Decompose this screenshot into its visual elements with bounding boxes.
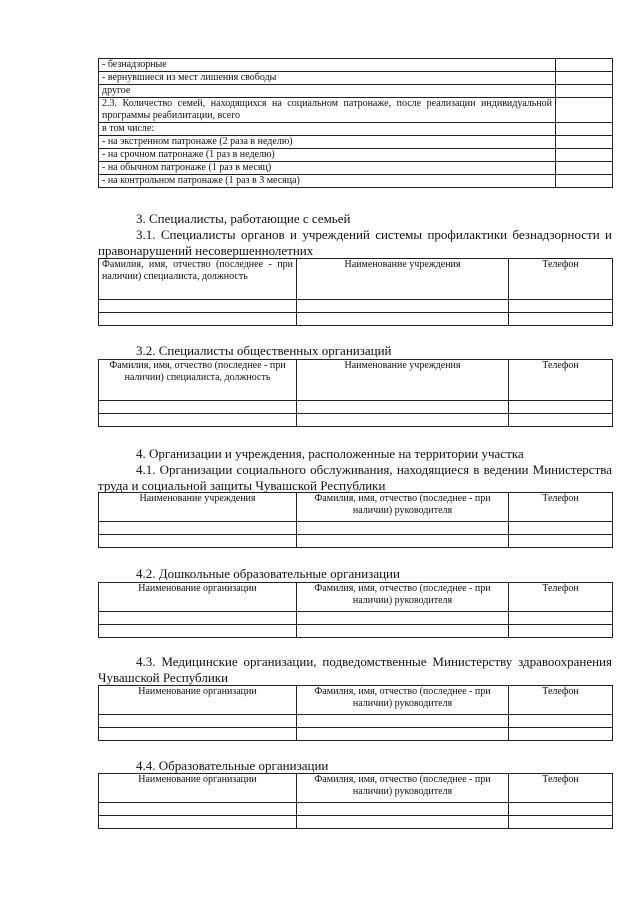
table-header-row [99, 259, 613, 300]
table-header-row [99, 360, 613, 401]
row-label: - вернувшиеся из мест лишения свободы [99, 72, 556, 85]
table-row [99, 85, 613, 98]
section-3-1-title: 3.1. Специалисты органов и учреждений системы профилактики безнадзорности и правонарушений несовершеннолетних [98, 227, 612, 258]
row-label: - на обычном патронаже (1 раз в месяц) [99, 162, 556, 175]
row-label: - на контрольном патронаже (1 раз в 3 месяца) [99, 175, 556, 188]
table-row [99, 522, 613, 535]
table-row [99, 625, 613, 638]
row-label: - на экстренном патронаже (2 раза в неделю) [99, 136, 556, 149]
table-row [99, 149, 613, 162]
value-cell[interactable] [556, 85, 613, 98]
header-specialist-fio: Фамилия, имя, отчество (последнее - при наличии) специалиста, должность [99, 360, 297, 401]
header-phone: Телефон [509, 686, 613, 715]
table-row [99, 803, 613, 816]
value-cell[interactable] [556, 59, 613, 72]
table-row [99, 98, 613, 123]
table-row [99, 715, 613, 728]
value-cell[interactable] [556, 162, 613, 175]
table-row [99, 59, 613, 72]
value-cell[interactable] [556, 98, 613, 123]
educational-orgs-table [98, 773, 613, 829]
table-row [99, 728, 613, 741]
table-header-row [99, 686, 613, 715]
header-organization-name: Наименование организации [99, 774, 297, 803]
row-label: - безнадзорные [99, 59, 556, 72]
table-row [99, 123, 613, 136]
header-specialist-fio: Фамилия, имя, отчество (последнее - при наличии) специалиста, должность [99, 259, 297, 300]
table-row [99, 313, 613, 326]
specialists-public-orgs-table [98, 359, 613, 427]
value-cell[interactable] [556, 149, 613, 162]
family-stats-table [98, 58, 613, 188]
header-head-fio: Фамилия, имя, отчество (последнее - при наличии) руководителя [297, 774, 509, 803]
table-row [99, 72, 613, 85]
table-row [99, 300, 613, 313]
social-service-orgs-table [98, 492, 613, 548]
row-label: 2.3. Количество семей, находящихся на социальном патронаже, после реализации индивидуальной программы реабилитации, всего [99, 98, 556, 123]
table-row [99, 136, 613, 149]
header-phone: Телефон [509, 774, 613, 803]
section-3-title: 3. Специалисты, работающие с семьей [136, 211, 351, 226]
table-row [99, 612, 613, 625]
row-label: - на срочном патронаже (1 раз в неделю) [99, 149, 556, 162]
section-3-2-title: 3.2. Специалисты общественных организаций [136, 343, 392, 358]
table-row [99, 816, 613, 829]
header-institution-name: Наименование учреждения [297, 360, 509, 401]
header-head-fio: Фамилия, имя, отчество (последнее - при наличии) руководителя [297, 493, 509, 522]
value-cell[interactable] [556, 175, 613, 188]
section-4-title: 4. Организации и учреждения, расположенные на территории участка [136, 446, 524, 461]
value-cell[interactable] [556, 136, 613, 149]
header-institution-name: Наименование учреждения [99, 493, 297, 522]
section-4-4-title: 4.4. Образовательные организации [136, 758, 329, 773]
header-organization-name: Наименование организации [99, 583, 297, 612]
value-cell[interactable] [556, 72, 613, 85]
table-row [99, 162, 613, 175]
header-phone: Телефон [509, 360, 613, 401]
table-header-row [99, 774, 613, 803]
specialists-prevention-table [98, 258, 613, 326]
header-phone: Телефон [509, 259, 613, 300]
header-organization-name: Наименование организации [99, 686, 297, 715]
header-head-fio: Фамилия, имя, отчество (последнее - при наличии) руководителя [297, 583, 509, 612]
header-institution-name: Наименование учреждения [297, 259, 509, 300]
table-row [99, 414, 613, 427]
table-header-row [99, 583, 613, 612]
row-label: в том числе: [99, 123, 556, 136]
header-head-fio: Фамилия, имя, отчество (последнее - при наличии) руководителя [297, 686, 509, 715]
header-phone: Телефон [509, 493, 613, 522]
preschool-orgs-table [98, 582, 613, 638]
section-4-2-title: 4.2. Дошкольные образовательные организации [136, 566, 400, 581]
value-cell[interactable] [556, 123, 613, 136]
table-row [99, 535, 613, 548]
row-label: другое [99, 85, 556, 98]
table-row [99, 175, 613, 188]
section-4-3-title: 4.3. Медицинские организации, подведомственные Министерству здравоохранения Чувашской Республики [98, 654, 612, 685]
header-phone: Телефон [509, 583, 613, 612]
table-header-row [99, 493, 613, 522]
table-row [99, 401, 613, 414]
medical-orgs-table [98, 685, 613, 741]
section-4-1-title: 4.1. Организации социального обслуживания, находящиеся в ведении Министерства труда и социальной защиты Чувашской Республики [98, 462, 612, 493]
